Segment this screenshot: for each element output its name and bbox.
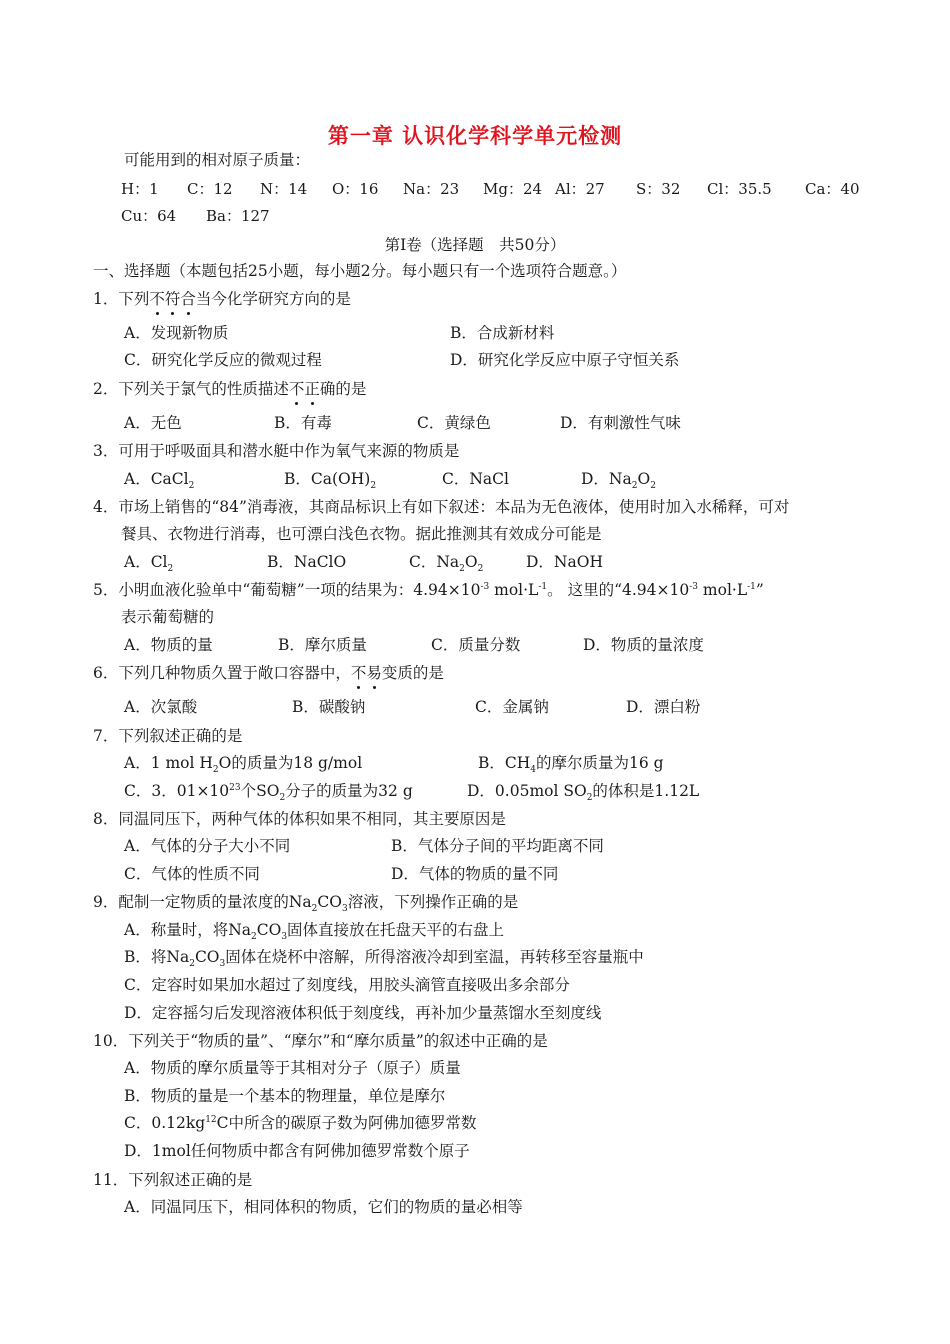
- question-5-option-c: C．质量分数: [431, 636, 521, 654]
- question-2-option-d: D．有刺激性气味: [560, 414, 681, 432]
- question-6-stem: 6．下列几种物质久置于敞口容器中，不易变质的是: [93, 664, 444, 682]
- question-11-option-a: A．同温同压下，相同体积的物质，它们的物质的量必相等: [124, 1198, 523, 1216]
- mass-n: N：14: [260, 180, 308, 198]
- question-4-option-b: B．NaClO: [267, 553, 347, 571]
- question-5-stem-line-1: 5．小明血液化验单中“葡萄糖”一项的结果为：$4.94\times 10^{-3}$ $mol\cdot L^{-1}$。 这里的“$4.94\times 10^{-3}$ $mol\cdot L^{-1}$”: [93, 581, 764, 599]
- question-10-option-d: D．1mol任何物质中都含有阿佛加德罗常数个原子: [124, 1142, 470, 1160]
- question-3-stem: 3．可用于呼吸面具和潜水艇中作为氧气来源的物质是: [93, 442, 460, 460]
- question-1-option-b: B．合成新材料: [450, 324, 555, 342]
- question-9-option-d: D．定容摇匀后发现溶液体积低于刻度线，再补加少量蒸馏水至刻度线: [124, 1004, 602, 1022]
- mass-cl: Cl：35.5: [707, 180, 772, 198]
- atomic-mass-label: 可能用到的相对原子质量：: [124, 151, 311, 169]
- question-6-option-d: D．漂白粉: [626, 698, 701, 716]
- question-10-option-a: A．物质的摩尔质量等于其相对分子（原子）质量: [124, 1059, 461, 1077]
- question-3-option-d: D．$Na_2O_2$: [581, 470, 656, 492]
- mass-ba: Ba：127: [206, 207, 270, 225]
- mass-na: Na：23: [403, 180, 460, 198]
- mass-ca: Ca：40: [805, 180, 860, 198]
- question-7-option-b: B．$CH_4$的摩尔质量为16 g: [478, 754, 664, 776]
- question-6-option-c: C．金属钠: [475, 698, 549, 716]
- question-8-option-a: A．气体的分子大小不同: [124, 837, 291, 855]
- page-title: 第一章 认识化学科学单元检测: [327, 124, 623, 148]
- question-1-stem: 1．下列不符合当今化学研究方向的是: [93, 290, 351, 308]
- question-7-stem: 7．下列叙述正确的是: [93, 727, 243, 745]
- question-2-option-a: A．无色: [124, 414, 182, 432]
- mass-cu: Cu：64: [121, 207, 177, 225]
- question-9-option-b: B．将$Na_2CO_3$固体在烧杯中溶解，所得溶液冷却到室温，再转移至容量瓶中: [124, 948, 644, 970]
- question-4-option-a: A．$Cl_2$: [124, 553, 174, 575]
- question-4-option-d: D．NaOH: [526, 553, 603, 571]
- mass-o: O：16: [332, 180, 379, 198]
- part-instruction: 一、选择题（本题包括25小题，每小题2分。每小题只有一个选项符合题意。）: [93, 262, 627, 280]
- question-7-option-d: D．0.05mol $SO_2$的体积是1.12L: [467, 782, 700, 804]
- question-9-option-c: C．定容时如果加水超过了刻度线，用胶头滴管直接吸出多余部分: [124, 976, 570, 994]
- question-5-option-a: A．物质的量: [124, 636, 213, 654]
- mass-mg: Mg：24: [483, 180, 543, 198]
- question-8-stem: 8．同温同压下，两种气体的体积如果不相同，其主要原因是: [93, 810, 506, 828]
- section-title: 第Ⅰ卷（选择题 共50分）: [384, 236, 566, 254]
- question-3-option-c: C．NaCl: [442, 470, 509, 488]
- question-4-stem-line-1: 4．市场上销售的“84”消毒液，其商品标识上有如下叙述：本品为无色液体，使用时加入水稀释，可对: [93, 498, 790, 516]
- question-1-option-a: A．发现新物质: [124, 324, 229, 342]
- question-9-stem: 9．配制一定物质的量浓度的$Na_2CO_3$溶液，下列操作正确的是: [93, 893, 519, 915]
- question-3-option-a: A．CaCl$_2$: [124, 470, 195, 492]
- question-10-option-c: C．$0.12kg^{12}C$中所含的碳原子数为阿佛加德罗常数: [124, 1114, 477, 1132]
- question-1-option-c: C．研究化学反应的微观过程: [124, 351, 322, 369]
- question-1-option-d: D．研究化学反应中原子守恒关系: [450, 351, 680, 369]
- question-9-option-a: A．称量时，将$Na_2CO_3$固体直接放在托盘天平的右盘上: [124, 921, 505, 943]
- mass-s: S：32: [636, 180, 681, 198]
- question-2-option-c: C．黄绿色: [417, 414, 491, 432]
- question-5-stem-line-2: 表示葡萄糖的: [121, 608, 215, 626]
- question-6-option-a: A．次氯酸: [124, 698, 198, 716]
- question-2-stem: 2．下列关于氯气的性质描述不正确的是: [93, 380, 367, 398]
- question-5-option-b: B．摩尔质量: [278, 636, 367, 654]
- question-2-option-b: B．有毒: [274, 414, 332, 432]
- question-10-option-b: B．物质的量是一个基本的物理量，单位是摩尔: [124, 1087, 446, 1105]
- question-5-option-d: D．物质的量浓度: [583, 636, 704, 654]
- question-7-option-c: C．3．$01\times 10^{23}$个$SO_2$分子的质量为32 g: [124, 782, 413, 804]
- question-6-option-b: B．碳酸钠: [292, 698, 366, 716]
- question-11-stem: 11．下列叙述正确的是: [93, 1171, 253, 1189]
- mass-h: H：1: [121, 180, 159, 198]
- question-8-option-c: C．气体的性质不同: [124, 865, 260, 883]
- question-4-stem-line-2: 餐具、衣物进行消毒，也可漂白浅色衣物。据此推测其有效成分可能是: [121, 525, 602, 543]
- question-8-option-b: B．气体分子间的平均距离不同: [391, 837, 604, 855]
- mass-al: Al：27: [555, 180, 605, 198]
- mass-c: C：12: [187, 180, 233, 198]
- question-8-option-d: D．气体的物质的量不同: [391, 865, 559, 883]
- question-7-option-a: A．1 mol $H_2O$的质量为18 g/mol: [124, 754, 363, 776]
- question-3-option-b: B．$Ca(OH)_2$: [284, 470, 377, 492]
- question-10-stem: 10．下列关于“物质的量”、“摩尔”和“摩尔质量”的叙述中正确的是: [93, 1032, 548, 1050]
- question-4-option-c: C．$Na_2O_2$: [409, 553, 484, 575]
